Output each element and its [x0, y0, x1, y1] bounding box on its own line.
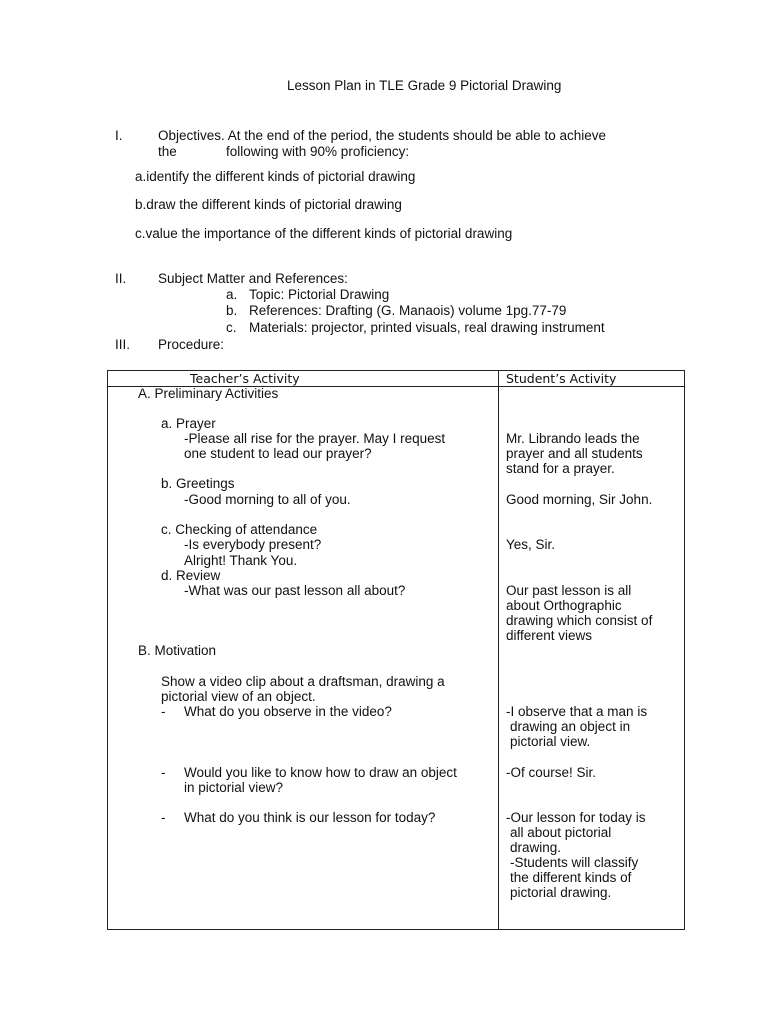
section-motivation: B. Motivation — [138, 643, 217, 658]
procedure-heading: Procedure: — [158, 337, 225, 352]
subject-heading: Subject Matter and References: — [158, 271, 348, 286]
student-line: drawing an object in — [510, 719, 631, 734]
subject-item-text: References: Drafting (G. Manaois) volume 1pg.77-79 — [249, 303, 567, 318]
question-dash: - — [161, 765, 166, 780]
student-line: the different kinds of — [510, 870, 632, 885]
teacher-line: -Good morning to all of you. — [184, 492, 351, 507]
student-line: Our past lesson is all — [506, 583, 632, 598]
student-line: drawing. — [510, 840, 562, 855]
student-line: Yes, Sir. — [506, 537, 556, 552]
student-line: drawing which consist of — [506, 613, 653, 628]
student-line: stand for a prayer. — [506, 461, 615, 476]
student-line: -Our lesson for today is — [506, 810, 646, 825]
teacher-question: Would you like to know how to draw an object — [184, 765, 457, 780]
subject-item-text: Topic: Pictorial Drawing — [249, 287, 390, 302]
student-activity-header: Student’s Activity — [506, 371, 617, 386]
activity-table — [107, 370, 685, 930]
objectives-line-1: Objectives. At the end of the period, the students should be able to achieve — [158, 128, 607, 143]
teacher-line: one student to lead our prayer? — [184, 446, 372, 461]
student-line: prayer and all students — [506, 446, 643, 461]
objective-item: a.identify the different kinds of pictorial drawing — [135, 169, 416, 184]
student-line: Good morning, Sir John. — [506, 492, 653, 507]
student-line: Mr. Librando leads the — [506, 431, 640, 446]
subject-item-num: a. — [226, 287, 238, 302]
attendance-label: c. Checking of attendance — [161, 522, 318, 537]
teacher-line: Show a video clip about a draftsman, drawing a — [161, 674, 445, 689]
page-title: Lesson Plan in TLE Grade 9 Pictorial Drawing — [287, 78, 562, 93]
greetings-label: b. Greetings — [161, 476, 235, 491]
column-divider — [498, 371, 499, 929]
teacher-line: Alright! Thank You. — [184, 553, 298, 568]
teacher-question: What do you observe in the video? — [184, 704, 392, 719]
procedure-numeral: III. — [115, 337, 131, 352]
teacher-question: What do you think is our lesson for today? — [184, 810, 436, 825]
objective-item: c.value the importance of the different kinds of pictorial drawing — [135, 226, 513, 241]
student-line: about Orthographic — [506, 598, 622, 613]
teacher-question: in pictorial view? — [184, 780, 284, 795]
objectives-line-2b: following with 90% proficiency: — [226, 144, 410, 159]
subject-item-text: Materials: projector, printed visuals, real drawing instrument — [249, 320, 605, 335]
teacher-line: -What was our past lesson all about? — [184, 583, 406, 598]
student-line: pictorial view. — [510, 734, 591, 749]
prayer-label: a. Prayer — [161, 416, 216, 431]
teacher-line: -Is everybody present? — [184, 537, 322, 552]
question-dash: - — [161, 810, 166, 825]
student-line: -I observe that a man is — [506, 704, 648, 719]
objectives-line-2a: the — [158, 144, 177, 159]
subject-numeral: II. — [115, 271, 127, 286]
student-line: -Students will classify — [510, 855, 639, 870]
student-line: all about pictorial — [510, 825, 612, 840]
teacher-activity-header: Teacher’s Activity — [190, 371, 300, 386]
student-line: -Of course! Sir. — [506, 765, 597, 780]
student-line: different views — [506, 628, 593, 643]
teacher-line: pictorial view of an object. — [161, 689, 316, 704]
objective-item: b.draw the different kinds of pictorial drawing — [135, 197, 402, 212]
student-line: pictorial drawing. — [510, 885, 612, 900]
section-preliminary: A. Preliminary Activities — [138, 386, 279, 401]
question-dash: - — [161, 704, 166, 719]
objectives-numeral: I. — [115, 128, 123, 143]
teacher-line: -Please all rise for the prayer. May I request — [184, 431, 446, 446]
subject-item-num: c. — [226, 320, 237, 335]
review-label: d. Review — [161, 568, 221, 583]
subject-item-num: b. — [226, 303, 238, 318]
